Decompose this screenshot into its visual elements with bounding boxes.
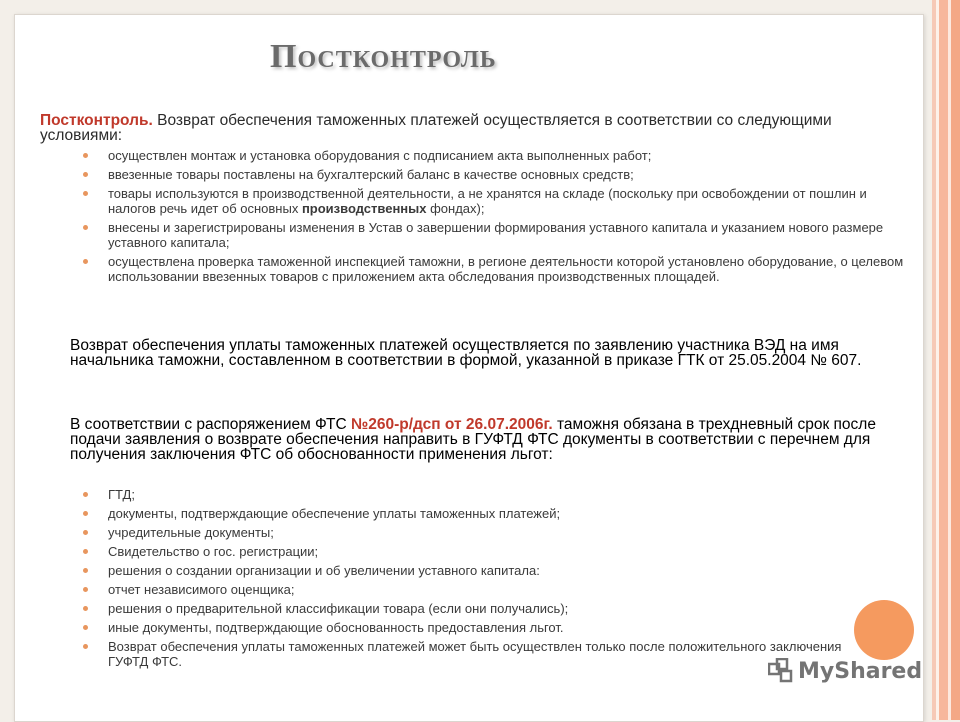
list-item-bold: производственных bbox=[301, 201, 427, 216]
fts-order-highlight: №260-р/дсп от 26.07.2006г. bbox=[350, 416, 553, 433]
list-item: иные документы, подтверждающие обоснованность предоставления льгот. bbox=[108, 620, 868, 635]
return-paragraph: Возврат обеспечения уплаты таможенных платежей осуществляется по заявлению участника ВЭД на имя начальника таможни, составленном в соответствии в формой, указанной в приказе ГТК от 25.05.2004 № 607. bbox=[70, 337, 862, 369]
list-item bbox=[108, 186, 905, 216]
list-item: внесены и зарегистрированы изменения в Устав о завершении формирования уставного капитала и указанием нового размере уставного капитала; bbox=[108, 220, 905, 250]
fts-order-paragraph bbox=[70, 417, 905, 462]
list-item: ввезенные товары поставлены на бухгалтерский баланс в качестве основных средств; bbox=[108, 167, 905, 182]
list-item: решения о создании организации и об увеличении уставного капитала: bbox=[108, 563, 868, 578]
fts-order-text: таможня обязана в трехдневный срок после подачи заявления о возврате обеспечения направить в ГУФТД ФТС документы в соответствии с перечнем для получения заключения ФТС об обоснованности применения льгот: bbox=[70, 416, 876, 463]
list-item: Свидетельство о гос. регистрации; bbox=[108, 544, 868, 559]
list-item: ГТД; bbox=[108, 487, 868, 502]
intro-paragraph bbox=[40, 113, 905, 143]
list-item: осуществлен монтаж и установка оборудования с подписанием акта выполненных работ; bbox=[108, 148, 905, 163]
decorative-orange-circle bbox=[854, 600, 914, 660]
list-item: осуществлена проверка таможенной инспекцией таможни, в регионе деятельности которой установлено оборудование, о целевом использовании ввезенных товаров с приложением акта обследования производственных площадей. bbox=[108, 254, 904, 284]
list-item: документы, подтверждающие обеспечение уплаты таможенных платежей; bbox=[108, 506, 868, 521]
intro-text: Возврат обеспечения таможенных платежей осуществляется в соответствии со следующими условиями: bbox=[40, 112, 832, 144]
watermark-text: MyShared bbox=[798, 658, 923, 684]
slide-title: Постконтроль bbox=[270, 38, 497, 75]
list-item: отчет независимого оценщика; bbox=[108, 582, 868, 597]
decorative-side-stripes bbox=[932, 0, 960, 720]
documents-list bbox=[40, 487, 868, 673]
fts-order-text: В соответствии с распоряжением ФТС bbox=[70, 416, 351, 433]
list-item: учредительные документы; bbox=[108, 525, 868, 540]
list-item: Возврат обеспечения уплаты таможенных платежей может быть осуществлен только после положительного заключения ГУФТД ФТС. bbox=[108, 639, 868, 669]
list-item-text: фондах); bbox=[426, 201, 485, 216]
watermark-logo bbox=[768, 658, 922, 684]
intro-lead: Постконтроль. bbox=[40, 112, 153, 129]
myshared-logo-icon bbox=[768, 658, 794, 684]
intro-block bbox=[40, 113, 905, 288]
list-item-text: товары используются в производственной деятельности, а не хранятся на складе (поскольку при освобождении от пошлин и налогов речь идет об основных bbox=[108, 186, 867, 216]
conditions-list bbox=[40, 148, 905, 284]
list-item: решения о предварительной классификации товара (если они получались); bbox=[108, 601, 868, 616]
